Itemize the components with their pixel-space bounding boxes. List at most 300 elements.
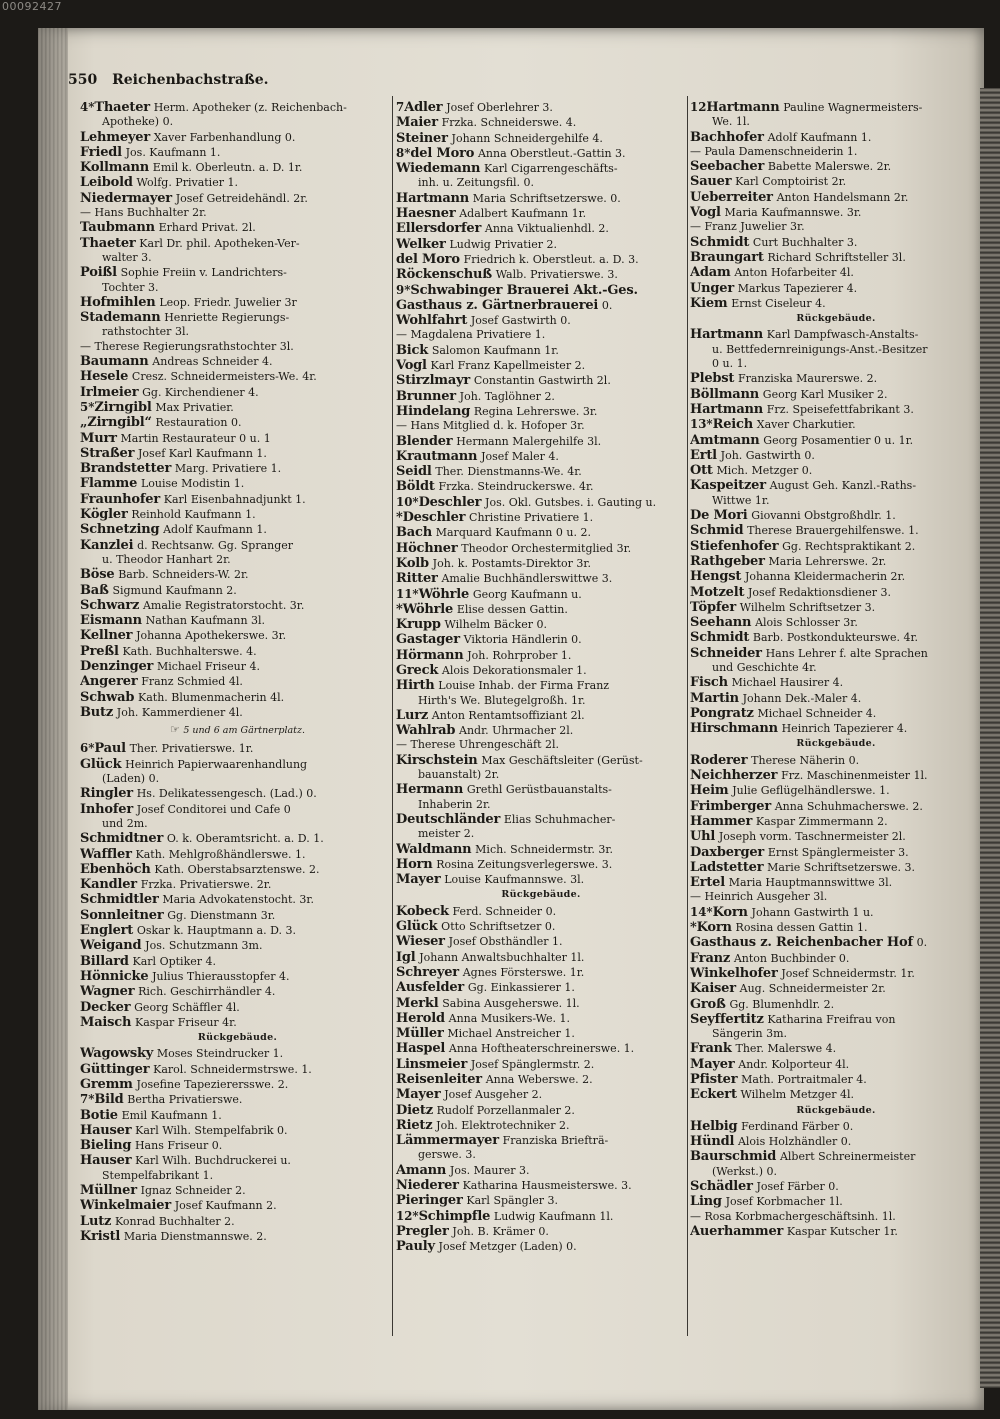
resident-name: del Moro xyxy=(410,145,475,161)
resident-name: Hofmihlen xyxy=(80,294,156,310)
resident-name: Hirschmann xyxy=(690,721,778,737)
entry-details: Kaspar Kutscher 1r. xyxy=(786,1224,898,1238)
directory-entry xyxy=(396,1011,686,1026)
entry-details: Leop. Friedr. Juwelier 3r xyxy=(159,295,297,309)
resident-name: Müllner xyxy=(80,1183,137,1199)
resident-name: Wieser xyxy=(396,934,445,950)
entry-details: Wilhelm Metzger 4l. xyxy=(740,1088,855,1102)
entry-details: Math. Portraitmaler 4. xyxy=(741,1073,867,1086)
entry-details: Therese Näherin 0. xyxy=(751,753,860,767)
resident-name: Wahlrab xyxy=(396,723,456,739)
entry-details: Max Geschäftsleiter (Gerüst- xyxy=(481,753,643,767)
resident-name: Reich xyxy=(712,417,753,433)
directory-entry xyxy=(396,919,686,934)
entry-continuation: u. Bettfedernreinigungs-Anst.-Besitzer xyxy=(712,342,928,356)
directory-entry xyxy=(690,630,982,645)
directory-entry xyxy=(690,1194,982,1209)
resident-name: Hartmann xyxy=(396,190,470,206)
directory-entry xyxy=(396,541,686,556)
directory-entry xyxy=(396,1209,686,1224)
entry-details: Jos. Maurer 3. xyxy=(449,1163,530,1177)
house-number: 11* xyxy=(396,586,419,601)
entry-details: Michael Friseur 4. xyxy=(156,659,260,673)
dash-entry: — Franz Juwelier 3r. xyxy=(690,220,805,234)
book-gutter xyxy=(38,28,68,1410)
resident-name: Heim xyxy=(690,783,729,799)
directory-entry xyxy=(80,1077,395,1092)
resident-name: Schwab xyxy=(80,689,135,705)
entry-details: Rosina Zeitungsverlegerswe. 3. xyxy=(436,857,613,871)
entry-details: Karl Cigarrengeschäfts- xyxy=(483,162,618,176)
section-heading: Rückgebäude. xyxy=(796,313,876,325)
entry-details: Albert Schreinermeister xyxy=(779,1150,916,1164)
entry-details: Ferdinand Färber 0. xyxy=(741,1119,854,1133)
resident-name: Kirschstein xyxy=(396,752,478,768)
entry-details: Konrad Buchhalter 2. xyxy=(114,1214,235,1228)
entry-details: Marie Schriftsetzerswe. 3. xyxy=(767,860,915,874)
entry-details: Alois Schlosser 3r. xyxy=(755,616,858,630)
entry-details: Michael Anstreicher 1. xyxy=(447,1027,575,1041)
entry-details: Ludwig Kaufmann 1l. xyxy=(493,1209,614,1223)
entry-continuation: (Werkst.) 0. xyxy=(712,1164,777,1178)
directory-entry xyxy=(690,159,982,174)
directory-entry xyxy=(80,400,395,415)
directory-entry xyxy=(80,938,395,953)
directory-entry xyxy=(396,1239,686,1254)
resident-name: Bild xyxy=(94,1092,124,1108)
column-1 xyxy=(80,100,395,1244)
entry-details: Josef Oberlehrer 3. xyxy=(446,101,553,114)
directory-entry xyxy=(80,100,395,115)
resident-name: Hartmann xyxy=(690,401,764,417)
directory-entry xyxy=(80,1214,395,1229)
directory-entry xyxy=(80,461,395,476)
entry-details: Johann Gastwirth 1 u. xyxy=(751,905,874,919)
entry-details: Andr. Uhrmacher 2l. xyxy=(459,724,574,738)
entry-details: Barb. Postkondukteurswe. 4r. xyxy=(752,631,919,645)
directory-entry xyxy=(690,799,982,814)
entry-details: Josef Maler 4. xyxy=(481,449,559,463)
directory-entry xyxy=(80,431,395,446)
directory-entry xyxy=(80,628,395,643)
directory-entry xyxy=(396,904,686,919)
directory-entry xyxy=(396,1224,686,1239)
directory-entry xyxy=(80,705,395,720)
directory-entry xyxy=(690,1149,982,1164)
resident-name: Inhofer xyxy=(80,801,133,817)
entry-details: Henriette Regierungs- xyxy=(164,311,290,325)
entry-details: Amalie Registratorstocht. 3r. xyxy=(142,598,305,612)
directory-entry xyxy=(690,1057,982,1072)
resident-name: Wagowsky xyxy=(80,1046,154,1062)
directory-entry xyxy=(396,556,686,571)
resident-name: Glück xyxy=(396,919,438,935)
entry-details: Marquard Kaufmann 0 u. 2. xyxy=(435,526,591,540)
directory-entry xyxy=(80,598,395,613)
resident-name: Ebenhöch xyxy=(80,861,151,877)
entry-details: Elias Schuhmacher- xyxy=(503,812,616,826)
directory-entry xyxy=(396,464,686,479)
entry-continuation: rathstochter 3l. xyxy=(102,325,189,339)
directory-entry xyxy=(396,857,686,872)
resident-name: Brunner xyxy=(396,388,456,404)
resident-name: Plebst xyxy=(690,371,735,387)
resident-name: Irlmeier xyxy=(80,384,139,400)
entry-continuation: Stempelfabrikant 1. xyxy=(102,1168,214,1182)
entry-details: Sabina Ausgeherswe. 1l. xyxy=(442,996,580,1010)
entry-details: Joh. Kammerdiener 4l. xyxy=(116,705,243,719)
resident-name: Waffler xyxy=(80,846,132,862)
directory-entry xyxy=(690,905,982,920)
entry-details: Ernst Ciseleur 4. xyxy=(731,296,826,310)
entry-details: Franziska Maurerswe. 2. xyxy=(737,372,878,386)
entry-details: Ferd. Schneider 0. xyxy=(452,904,557,918)
directory-entry xyxy=(690,860,982,875)
resident-name: Adler xyxy=(404,100,443,115)
entry-details: Max Privatier. xyxy=(155,400,234,414)
resident-name: Pieringer xyxy=(396,1193,463,1209)
directory-entry xyxy=(396,161,686,176)
entry-details: d. Rechtsanw. Gg. Spranger xyxy=(137,538,294,552)
directory-entry xyxy=(690,235,982,250)
resident-name: Schmidtner xyxy=(80,831,164,847)
resident-name: Schwarz xyxy=(80,597,140,613)
directory-entry xyxy=(690,721,982,736)
entry-details: Grethl Gerüstbauanstalts- xyxy=(466,783,612,797)
entry-details: Maria Kaufmannswe. 3r. xyxy=(724,206,862,220)
resident-name: Töpfer xyxy=(690,599,736,615)
directory-entry xyxy=(690,675,982,690)
dash-entry: — Hans Mitglied d. k. Hofoper 3r. xyxy=(396,419,585,433)
resident-name: Kollmann xyxy=(80,160,150,176)
directory-entry xyxy=(396,479,686,494)
directory-entry xyxy=(690,508,982,523)
resident-name: Müller xyxy=(396,1026,444,1042)
directory-entry xyxy=(396,1026,686,1041)
resident-name: Braungart xyxy=(690,249,764,265)
directory-entry xyxy=(690,402,982,417)
resident-name: Ertl xyxy=(690,447,717,463)
resident-name: Flamme xyxy=(80,476,138,492)
entry-details: Kaspar Zimmermann 2. xyxy=(755,814,888,828)
resident-name: Wagner xyxy=(80,984,135,1000)
resident-name: Böse xyxy=(80,567,115,583)
directory-entry xyxy=(80,1229,395,1244)
entry-details: Anna Oberstleut.-Gattin 3. xyxy=(477,146,626,160)
entry-details: Georg Karl Musiker 2. xyxy=(762,387,888,401)
resident-name: Eckert xyxy=(690,1087,737,1103)
resident-name: Groß xyxy=(690,996,726,1012)
entry-details: Adolf Kaufmann 1. xyxy=(163,523,267,537)
resident-name: Baurschmid xyxy=(690,1149,777,1165)
scan-id: 00092427 xyxy=(2,0,62,13)
directory-entry xyxy=(396,1163,686,1178)
resident-name: Höchner xyxy=(396,540,458,556)
directory-entry xyxy=(80,220,395,235)
entry-continuation: Tochter 3. xyxy=(102,280,159,294)
entry-details: Therese Brauergehilfenswe. 1. xyxy=(747,524,919,538)
resident-name: Hündl xyxy=(690,1134,735,1150)
resident-name: Ringler xyxy=(80,786,133,802)
directory-entry xyxy=(690,966,982,981)
entry-details: August Geh. Kanzl.-Raths- xyxy=(769,479,917,493)
resident-name: Welker xyxy=(396,236,446,252)
directory-entry xyxy=(396,632,686,647)
entry-details: Joh. B. Krämer 0. xyxy=(452,1224,549,1238)
resident-name: Kanzlei xyxy=(80,537,134,553)
entry-details: Maria Dienstmannswe. 2. xyxy=(123,1229,267,1243)
resident-name: Rathgeber xyxy=(690,553,765,569)
directory-entry xyxy=(80,191,395,206)
entry-details: Adolf Kaufmann 1. xyxy=(767,130,872,144)
resident-name: Merkl xyxy=(396,995,439,1011)
directory-entry xyxy=(690,250,982,265)
entry-details: Reinhold Kaufmann 1. xyxy=(131,508,256,522)
entry-details: Barb. Schneiders-W. 2r. xyxy=(118,568,249,582)
entry-details: Heinrich Papierwaarenhandlung xyxy=(125,757,308,771)
resident-name: Leibold xyxy=(80,175,133,191)
directory-entry xyxy=(80,923,395,938)
resident-name: Schwabinger Brauerei Akt.-Ges. xyxy=(410,282,638,298)
resident-name: Schmidt xyxy=(690,630,750,646)
entry-details: Michael Schneider 4. xyxy=(757,706,877,720)
entry-details: Wilhelm Schriftsetzer 3. xyxy=(739,600,876,614)
resident-name: *Wöhrle xyxy=(396,601,454,617)
directory-entry xyxy=(396,267,686,282)
entry-details: Emil k. Oberleutn. a. D. 1r. xyxy=(152,161,303,175)
resident-name: Wöhrle xyxy=(418,586,470,602)
directory-entry xyxy=(396,648,686,663)
directory-entry xyxy=(396,1072,686,1087)
house-number: 13* xyxy=(690,417,713,432)
directory-entry xyxy=(80,1123,395,1138)
directory-entry xyxy=(690,327,982,342)
directory-entry xyxy=(396,389,686,404)
entry-details: Anna Musikers-We. 1. xyxy=(448,1011,570,1025)
entry-details: Viktoria Händlerin 0. xyxy=(463,633,582,647)
directory-entry xyxy=(690,585,982,600)
resident-name: Reisenleiter xyxy=(396,1072,482,1087)
section-heading: Rückgebäude. xyxy=(197,1032,278,1044)
resident-name: Kellner xyxy=(80,628,133,644)
directory-entry xyxy=(80,476,395,491)
resident-name: Schimpfle xyxy=(418,1208,491,1224)
directory-entry xyxy=(690,814,982,829)
entry-details: Giovanni Obstgroßhdlr. 1. xyxy=(751,509,896,523)
resident-name: Gastager xyxy=(396,632,460,648)
entry-details: Salomon Kaufmann 1r. xyxy=(431,343,559,357)
directory-entry xyxy=(396,434,686,449)
resident-name: Hammer xyxy=(690,813,753,829)
directory-entry xyxy=(690,523,982,538)
directory-entry xyxy=(80,522,395,537)
directory-entry xyxy=(80,583,395,598)
entry-details: Xaver Charkutier. xyxy=(756,418,856,432)
resident-name: Hörmann xyxy=(396,647,464,663)
resident-name: Blender xyxy=(396,433,453,449)
resident-name: Hauser xyxy=(80,1122,132,1138)
entry-continuation: gerswe. 3. xyxy=(418,1148,476,1162)
resident-name: Maisch xyxy=(80,1014,132,1030)
resident-name: Baß xyxy=(80,582,109,598)
entry-details: Anna Hoftheaterschreinerswe. 1. xyxy=(448,1042,635,1056)
entry-details: Anna Viktualienhdl. 2. xyxy=(484,222,609,236)
entry-details: Gg. Rechtspraktikant 2. xyxy=(782,539,916,553)
entry-details: Bertha Privatierswe. xyxy=(127,1093,243,1107)
directory-entry xyxy=(80,538,395,553)
section-heading: Rückgebäude. xyxy=(796,1104,876,1116)
entry-details: Johann Dek.-Maler 4. xyxy=(742,691,862,705)
entry-continuation: Wittwe 1r. xyxy=(712,493,770,507)
resident-name: Vogl xyxy=(690,205,721,221)
resident-name: Neichherzer xyxy=(690,768,778,784)
directory-entry xyxy=(396,842,686,857)
resident-name: Bieling xyxy=(80,1138,132,1154)
resident-name: Haspel xyxy=(396,1041,446,1057)
resident-name: Röckenschuß xyxy=(396,267,492,283)
directory-entry xyxy=(690,600,982,615)
entry-details: Kath. Mehlgroßhändlerswe. 1. xyxy=(135,847,306,861)
directory-entry xyxy=(80,1108,395,1123)
resident-name: Winkelhofer xyxy=(690,965,778,981)
entry-details: Hans Lehrer f. alte Sprachen xyxy=(765,646,928,660)
resident-name: Kristl xyxy=(80,1228,121,1244)
directory-entry xyxy=(396,617,686,632)
entry-details: Karol. Schneidermstrswe. 1. xyxy=(153,1062,312,1076)
directory-entry xyxy=(690,1041,982,1056)
resident-name: Daxberger xyxy=(690,844,765,860)
entry-details: Ernst Spänglermeister 3. xyxy=(767,845,909,859)
directory-entry xyxy=(396,782,686,797)
directory-entry xyxy=(690,845,982,860)
resident-name: Mayer xyxy=(396,1087,441,1103)
entry-details: Karl Dampfwasch-Anstalts- xyxy=(766,328,919,342)
directory-entry xyxy=(690,417,982,432)
pointing-hand-icon: ☞ xyxy=(169,723,184,737)
entry-details: Joseph vorm. Taschnermeister 2l. xyxy=(718,830,906,844)
resident-name: Schneider xyxy=(690,645,762,661)
resident-name: Baumann xyxy=(80,354,149,370)
resident-name: Igl xyxy=(396,949,416,965)
resident-name: Deutschländer xyxy=(396,811,501,827)
entry-details: Jos. Kaufmann 1. xyxy=(125,145,221,159)
entry-details: 0. xyxy=(601,298,613,312)
entry-details: Anton Buchbinder 0. xyxy=(733,951,850,965)
resident-name: Hartmann xyxy=(690,327,764,343)
resident-name: Niederer xyxy=(396,1178,459,1194)
resident-name: Schnetzing xyxy=(80,522,160,538)
dash-entry: — Hans Buchhalter 2r. xyxy=(80,206,207,220)
resident-name: Preßl xyxy=(80,643,119,659)
directory-entry xyxy=(690,829,982,844)
directory-entry xyxy=(690,1012,982,1027)
resident-name: Martin xyxy=(690,690,739,706)
entry-details: Elise dessen Gattin. xyxy=(456,602,568,616)
entry-details: Xaver Farbenhandlung 0. xyxy=(153,130,296,144)
directory-entry xyxy=(690,768,982,783)
resident-name: Mayer xyxy=(396,872,441,888)
directory-entry xyxy=(690,997,982,1012)
entry-details: Karl Eisenbahnadjunkt 1. xyxy=(163,492,306,506)
resident-name: Auerhammer xyxy=(690,1223,784,1239)
entry-details: Sigmund Kaufmann 2. xyxy=(112,583,237,597)
resident-name: Waldmann xyxy=(396,841,472,857)
directory-entry xyxy=(690,174,982,189)
resident-name: Ertel xyxy=(690,875,725,891)
entry-details: Joh. Elektrotechniker 2. xyxy=(436,1118,570,1132)
entry-continuation: Sängerin 3m. xyxy=(712,1027,788,1041)
entry-details: Joh. k. Postamts-Direktor 3r. xyxy=(432,556,591,570)
entry-details: Josefine Tapezierersswe. 2. xyxy=(136,1078,289,1091)
house-number: 4* xyxy=(80,100,95,114)
resident-name: Frank xyxy=(690,1041,732,1057)
entry-continuation: und Geschichte 4r. xyxy=(712,660,817,674)
entry-details: Frz. Speisefettfabrikant 3. xyxy=(766,402,914,416)
entry-details: Gg. Dienstmann 3r. xyxy=(167,908,276,922)
entry-details: Regina Lehrerswe. 3r. xyxy=(473,404,598,418)
resident-name: Seebacher xyxy=(690,159,765,175)
directory-entry xyxy=(396,100,686,115)
house-number: 6* xyxy=(80,741,95,756)
entry-details: Martin Restaurateur 0 u. 1 xyxy=(120,431,271,445)
directory-entry xyxy=(80,892,395,907)
entry-details: Moses Steindrucker 1. xyxy=(156,1047,284,1061)
directory-entry xyxy=(690,1134,982,1149)
directory-entry xyxy=(396,934,686,949)
entry-details: Restauration 0. xyxy=(155,416,242,430)
entry-details: Frzka. Privatierswe. 2r. xyxy=(140,878,272,892)
resident-name: Adam xyxy=(690,265,731,281)
page-edge xyxy=(980,88,1000,1388)
directory-entry xyxy=(80,757,395,772)
entry-details: Andreas Schneider 4. xyxy=(152,355,273,369)
entry-details: Josef Redaktionsdiener 3. xyxy=(748,585,892,599)
entry-details: Otto Schriftsetzer 0. xyxy=(441,920,556,934)
resident-name: Gremm xyxy=(80,1077,133,1092)
resident-name: Butz xyxy=(80,704,114,720)
directory-entry xyxy=(80,446,395,461)
directory-entry xyxy=(80,1183,395,1198)
entry-details: Maria Lehrerswe. 2r. xyxy=(768,554,887,568)
entry-details: Maria Schriftsetzerswe. 0. xyxy=(472,191,621,205)
entry-details: Friedrich k. Oberstleut. a. D. 3. xyxy=(463,252,639,266)
resident-name: Lurz xyxy=(396,707,429,723)
directory-entry xyxy=(396,723,686,738)
directory-entry xyxy=(80,145,395,160)
directory-entry xyxy=(80,507,395,522)
entry-details: Josef Conditorei und Cafe 0 xyxy=(136,802,291,816)
resident-name: Güttinger xyxy=(80,1061,150,1077)
dash-entry: — Magdalena Privatiere 1. xyxy=(396,328,546,342)
resident-name: Billard xyxy=(80,953,129,969)
directory-entry xyxy=(396,495,686,510)
entry-details: Louise Inhab. der Firma Franz xyxy=(438,679,610,693)
entry-details: O. k. Oberamtsricht. a. D. 1. xyxy=(166,832,324,846)
directory-entry xyxy=(80,310,395,325)
entry-details: Franz Schmied 4l. xyxy=(141,675,243,689)
house-number: 12 xyxy=(690,100,707,114)
directory-entry xyxy=(80,741,395,756)
entry-details: Pauline Wagnermeisters- xyxy=(783,101,923,114)
entry-details: Frzka. Schneiderswe. 4. xyxy=(441,116,577,130)
resident-name: Weigand xyxy=(80,938,142,954)
resident-name: Schmidtler xyxy=(80,892,159,908)
entry-details: Anna Weberswe. 2. xyxy=(485,1073,593,1086)
entry-details: Ignaz Schneider 2. xyxy=(140,1184,246,1198)
entry-details: Anton Rentamtsoffiziant 2l. xyxy=(431,708,585,722)
directory-entry xyxy=(80,385,395,400)
house-number: 14* xyxy=(690,904,713,919)
